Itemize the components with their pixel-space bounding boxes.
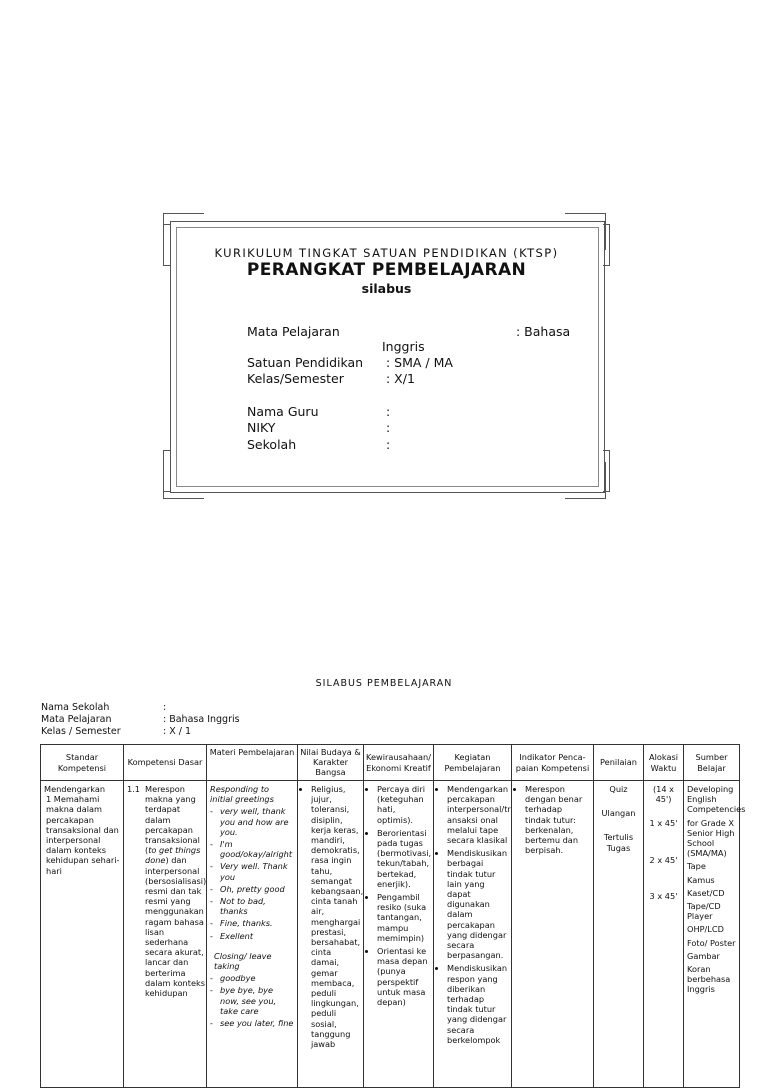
kd-text-c: ) dan interpersonal (bersosialisasi) resmi dan tak resmi yang menggunakan ragam bahasa lisan sederhana secara akurat, lancar dan berterima dalam konteks kehidupan	[145, 855, 207, 999]
meta-value-kelas-semester: : X / 1	[163, 726, 192, 737]
alokasi-item: (14 x 45')	[652, 784, 675, 805]
meta-label-kelas-semester: Kelas / Semester	[41, 726, 121, 737]
materi-item: - Very well. Thank you	[210, 861, 294, 881]
sumber-item: Tape	[687, 861, 706, 872]
kegiatan-item: • Mendiskusikan berbagai tindak tutur lain yang dapat digunakan dalam percakapan yang didengar secara berpasangan.	[447, 848, 508, 960]
kewira-item: • Percaya diri (keteguhan hati, optimis).	[377, 784, 430, 825]
alokasi-item: 2 x 45'	[649, 854, 678, 865]
col-header: Indikator Penca-paian Kompetensi	[512, 745, 594, 781]
materi-item: - see you later, fine	[210, 1018, 294, 1028]
cell-kegiatan	[434, 781, 512, 1088]
cover-title: PERANGKAT PEMBELAJARAN	[246, 260, 527, 280]
penilaian-item: Tertulis Tugas	[603, 832, 634, 853]
cell-sumber	[684, 781, 746, 1088]
field-value-sekolah: :	[386, 437, 391, 452]
col-header: Kewirausahaan/ Ekonomi Kreatif	[364, 745, 434, 781]
field-label-nama-guru: Nama Guru	[247, 404, 319, 419]
field-label-sekolah: Sekolah	[247, 437, 297, 452]
nilai-item: • Religius, jujur, toleransi, disiplin, kerja keras, mandiri, demokratis, rasa ingin tahu, semangat kebangsaan, cinta tanah air, menghargai prestasi, bersahabat, cinta damai, gemar membaca, peduli lingkungan, peduli sosial, tanggung jawab	[311, 784, 360, 1049]
col-header: Sumber Belajar	[684, 745, 740, 781]
kegiatan-item: • Mendiskusikan respon yang diberikan terhadap tindak tutur yang didengar secara berkelompok	[447, 963, 508, 1045]
materi-heading-greetings: Responding to initial greetings	[210, 784, 274, 805]
meta-label-mata-pelajaran: Mata Pelajaran	[41, 714, 112, 725]
meta-value-nama-sekolah: :	[163, 702, 167, 713]
kd-number: 1.1	[127, 784, 141, 794]
cell-alokasi	[644, 781, 684, 1088]
col-header: Nilai Budaya & Karakter Bangsa	[298, 745, 364, 781]
field-value-mata-pelajaran-cont: Inggris	[382, 339, 425, 354]
sumber-item: Kaset/CD	[687, 887, 725, 898]
kewira-item: • Pengambil resiko (suka tantangan, mampu memimpin)	[377, 892, 430, 943]
field-label-niky: NIKY	[247, 420, 276, 435]
kd-text-a: Merespon makna yang terdapat dalam percakapan transaksional (	[145, 784, 200, 856]
frame-tab-bottom-left	[163, 450, 170, 492]
col-header: Kegiatan Pembelajaran	[434, 745, 512, 781]
penilaian-item: Quiz	[609, 784, 628, 794]
table-row	[41, 781, 740, 1088]
cell-kewirausahaan	[364, 781, 434, 1088]
sumber-item: Tape/CD Player	[687, 901, 721, 922]
field-value-kelas-semester: : X/1	[386, 371, 415, 386]
sumber-item: Koran berbehasa Inggris	[687, 964, 731, 995]
sumber-item: Developing English Competencies	[687, 784, 746, 815]
sumber-item: Kamus	[687, 874, 715, 885]
materi-item: - goodbye	[210, 973, 294, 983]
sk-title: Mendengarkan	[44, 784, 106, 794]
cell-indikator	[512, 781, 594, 1088]
sumber-item: Foto/ Poster	[687, 937, 736, 948]
field-label-satuan-pendidikan: Satuan Pendidikan	[247, 355, 364, 370]
field-value-nama-guru: :	[386, 404, 391, 419]
col-header: Kompetensi Dasar	[124, 745, 207, 781]
kewira-item: • Orientasi ke masa depan (punya perspektif untuk masa depan)	[377, 946, 430, 1007]
meta-value-mata-pelajaran: : Bahasa Inggris	[163, 714, 240, 725]
table-header-row	[41, 745, 740, 781]
cell-kompetensi-dasar	[124, 781, 207, 1088]
field-label-kelas-semester: Kelas/Semester	[247, 371, 344, 386]
cover-subtitle: silabus	[361, 281, 412, 296]
col-header: Alokasi Waktu	[644, 745, 684, 781]
sk-text: 1 Memahami makna dalam percakapan transaksional dan interpersonal dalam konteks kehidupan sehari-hari	[46, 794, 120, 876]
sumber-item: OHP/LCD	[687, 924, 724, 935]
materi-item: - Oh, pretty good	[210, 884, 294, 894]
materi-item: - bye bye, bye now, see you, take care	[210, 985, 294, 1016]
alokasi-item: 1 x 45'	[649, 818, 678, 829]
field-label-mata-pelajaran: Mata Pelajaran	[247, 324, 340, 339]
col-header: Standar Kompetensi	[41, 745, 124, 781]
cover-header: KURIKULUM TINGKAT SATUAN PENDIDIKAN (KTSP)	[214, 246, 559, 260]
materi-heading-closing: Closing/ leave taking	[214, 950, 272, 972]
field-value-satuan-pendidikan: : SMA / MA	[386, 355, 453, 370]
kewira-item: • Berorientasi pada tugas (bermotivasi, tekun/tabah, bertekad, enerjik).	[377, 828, 430, 889]
materi-item: - I'm good/okay/alright	[210, 839, 294, 859]
col-header: Penilaian	[594, 745, 644, 781]
kegiatan-item: • Mendengarkan percakapan interpersonal/tr ansaksi onal melalui tape secara klasikal	[447, 784, 508, 845]
penilaian-item: Ulangan	[601, 808, 636, 819]
field-value-niky: :	[386, 420, 391, 435]
materi-item: - Exellent	[210, 931, 294, 941]
alokasi-item: 3 x 45'	[649, 890, 678, 901]
cell-standar-kompetensi	[41, 781, 124, 1088]
field-value-mata-pelajaran: : Bahasa	[516, 324, 571, 339]
materi-item: - Fine, thanks.	[210, 918, 294, 928]
indikator-item: • Merespon dengan benar terhadap tindak tutur: berkenalan, bertemu dan berpisah.	[525, 784, 590, 855]
frame-tab-top-left	[163, 224, 170, 266]
cell-nilai-budaya	[298, 781, 364, 1088]
cell-penilaian	[594, 781, 644, 1088]
meta-label-nama-sekolah: Nama Sekolah	[41, 702, 110, 713]
col-header: Materi Pembelajaran	[207, 745, 298, 781]
kd-text	[141, 784, 206, 998]
sumber-item: for Grade X Senior High School (SMA/MA)	[687, 817, 735, 859]
kd-text-italic: to get things done	[145, 845, 201, 866]
sumber-item: Gambar	[687, 950, 720, 961]
materi-item: - Not to bad, thanks	[210, 896, 294, 916]
materi-item: - very well, thank you and how are you.	[210, 806, 294, 837]
cell-materi	[207, 781, 298, 1088]
silabus-table	[40, 744, 746, 1088]
silabus-title: SILABUS PEMBELAJARAN	[315, 678, 453, 689]
